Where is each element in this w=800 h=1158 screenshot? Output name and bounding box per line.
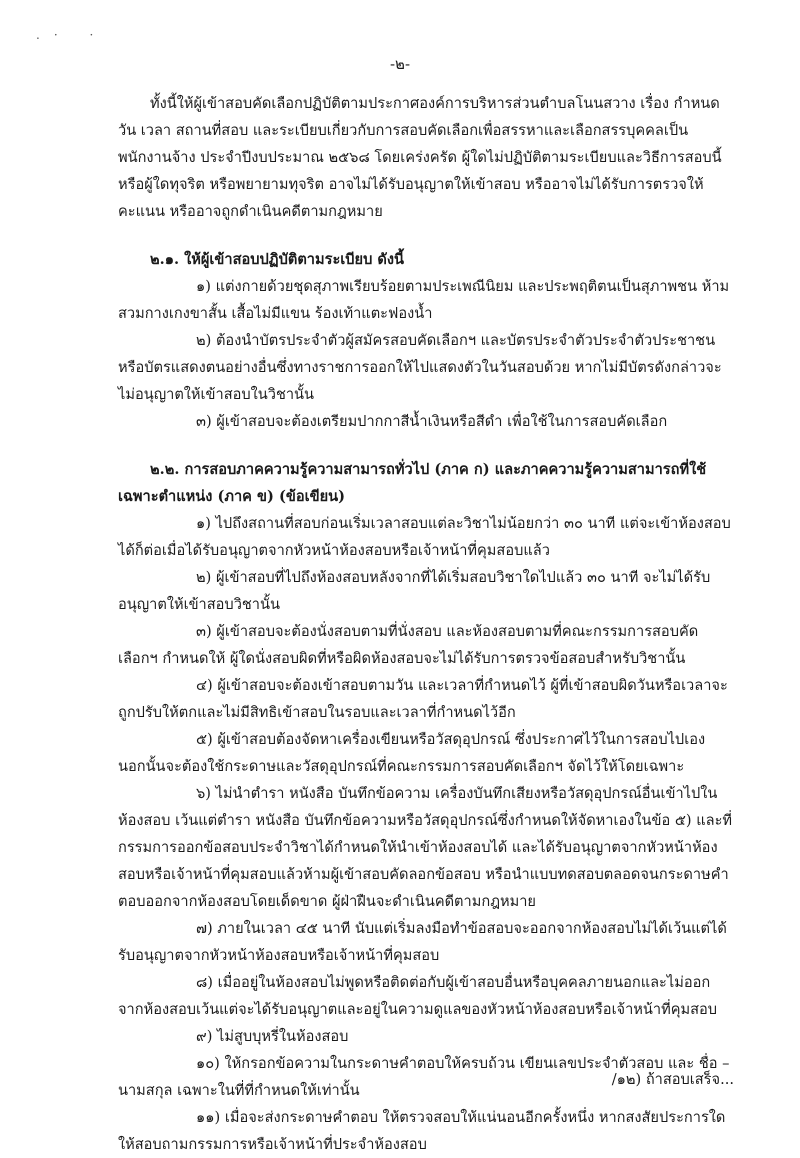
rule-item: ๕) ผู้เข้าสอบต้องจัดหาเครื่องเขียนหรือวัสดุอุปกรณ์ ซึ่งประกาศไว้ในการสอบไปเอง นอกนั้นจะต้องใช้กระดาษและวัสดุอุปกรณ์ที่คณะกรรมการสอบคัดเลือกฯ จัดไว้ให้โดยเฉพาะ	[118, 731, 706, 775]
continuation-note: /๑๒) ถ้าสอบเสร็จ...	[611, 1071, 734, 1088]
rule-item: ๖) ไม่นำตำรา หนังสือ บันทึกข้อความ เครื่องบันทึกเสียงหรือวัสดุอุปกรณ์อื่นเข้าไปในห้องสอบ เว้นแต่ตำรา หนังสือ บันทึกข้อความหรือวัสดุอุปกรณ์ซึ่งกำหนดให้จัดหาเองในข้อ ๕) และที่กรรมการออกข้อสอบประจำวิชาได้กำหนดให้นำเข้าห้องสอบได้ และได้รับอนุญาตจากหัวหน้าห้องสอบหรือเจ้าหน้าที่คุมสอบแล้วห้ามผู้เข้าสอบคัดลอกข้อสอบ หรือนำแบบทดสอบตลอดจนกระดาษคำตอบออกจากห้องสอบโดยเด็ดขาด ผู้ฝ่าฝืนจะดำเนินคดีตามกฎหมาย	[118, 785, 733, 910]
scan-specks: .· ·	[36, 28, 108, 42]
page-number: -๒-	[389, 55, 411, 73]
rule-item: ๒) ต้องนำบัตรประจำตัวผู้สมัครสอบคัดเลือกฯ และบัตรประจำตัวประจำตัวประชาชน หรือบัตรแสดงตนอย่างอื่นซึ่งทางราชการออกให้ไปแสดงตัวในวันสอบด้วย หากไม่มีบัตรดังกล่าวจะไม่อนุญาตให้เข้าสอบในวิชานั้น	[118, 332, 722, 403]
rule-item: ๑) แต่งกายด้วยชุดสุภาพเรียบร้อยตามประเพณีนิยม และประพฤติตนเป็นสุภาพชน ห้ามสวมกางเกงขาสั้น เสื้อไม่มีแขน ร้องเท้าแตะฟองน้ำ	[118, 278, 730, 322]
document-body	[118, 90, 734, 1158]
rule-item: ๒) ผู้เข้าสอบที่ไปถึงห้องสอบหลังจากที่ได้เริ่มสอบวิชาใดไปแล้ว ๓๐ นาที จะไม่ได้รับอนุญาตให้เข้าสอบวิชานั้น	[118, 569, 711, 613]
rule-item: ๑) ไปถึงสถานที่สอบก่อนเริ่มเวลาสอบแต่ละวิชาไม่น้อยกว่า ๓๐ นาที แต่จะเข้าห้องสอบได้ก็ต่อเมื่อได้รับอนุญาตจากหัวหน้าห้องสอบหรือเจ้าหน้าที่คุมสอบแล้ว	[118, 515, 731, 559]
section-heading-2-2: ๒.๒. การสอบภาคความรู้ความสามารถทั่วไป (ภาค ก) และภาคความรู้ความสามารถที่ใช้เฉพาะตำแหน่ง (ภาค ข) (ข้อเขียน)	[118, 461, 707, 505]
rule-item: ๗) ภายในเวลา ๔๕ นาที นับแต่เริ่มลงมือทำข้อสอบจะออกจากห้องสอบไม่ได้เว้นแต่ได้รับอนุญาตจากหัวหน้าห้องสอบหรือเจ้าหน้าที่คุมสอบ	[118, 920, 727, 964]
rule-item: ๓) ผู้เข้าสอบจะต้องเตรียมปากกาสีน้ำเงินหรือสีดำ เพื่อใช้ในการสอบคัดเลือก	[196, 413, 668, 430]
intro-paragraph: ทั้งนี้ให้ผู้เข้าสอบคัดเลือกปฏิบัติตามประกาศองค์การบริหารส่วนตำบลโนนสวาง เรื่อง กำหนดวัน เวลา สถานที่สอบ และระเบียบเกี่ยวกับการสอบคัดเลือกเพื่อสรรหาและเลือกสรรบุคคลเป็นพนักงานจ้าง ประจำปีงบประมาณ ๒๕๖๘ โดยเคร่งครัด ผู้ใดไม่ปฏิบัติตามระเบียบและวิธีการสอบนี้ หรือผู้ใดทุจริต หรือพยายามทุจริต อาจไม่ได้รับอนุญาตให้เข้าสอบ หรืออาจไม่ได้รับการตรวจให้คะแนน หรืออาจถูกดำเนินคดีตามกฎหมาย	[118, 95, 722, 220]
rule-item: ๑๑) เมื่อจะส่งกระดาษคำตอบ ให้ตรวจสอบให้แน่นอนอีกครั้งหนึ่ง หากสงสัยประการใด ให้สอบถามกรรมการหรือเจ้าหน้าที่ประจำห้องสอบ	[118, 1109, 726, 1153]
rule-item: ๑๐) ให้กรอกข้อความในกระดาษคำตอบให้ครบถ้วน เขียนเลขประจำตัวสอบ และ ชื่อ – นามสกุล เฉพาะในที่ที่กำหนดให้เท่านั้น	[118, 1055, 730, 1099]
rule-item: ๙) ไม่สูบบุหรี่ในห้องสอบ	[196, 1028, 349, 1045]
section-heading-2-1: ๒.๑. ให้ผู้เข้าสอบปฏิบัติตามระเบียบ ดังนี้	[150, 251, 405, 268]
rule-item: ๘) เมื่ออยู่ในห้องสอบไม่พูดหรือติดต่อกับผู้เข้าสอบอื่นหรือบุคคลภายนอกและไม่ออกจากห้องสอบเว้นแต่จะได้รับอนุญาตและอยู่ในความดูแลของหัวหน้าห้องสอบหรือเจ้าหน้าที่คุมสอบ	[118, 974, 718, 1018]
rule-item: ๓) ผู้เข้าสอบจะต้องนั่งสอบตามที่นั่งสอบ และห้องสอบตามที่คณะกรรมการสอบคัดเลือกฯ กำหนดให้ ผู้ใดนั่งสอบผิดที่หรือผิดห้องสอบจะไม่ได้รับการตรวจข้อสอบสำหรับวิชานั้น	[118, 623, 699, 667]
rule-item: ๔) ผู้เข้าสอบจะต้องเข้าสอบตามวัน และเวลาที่กำหนดไว้ ผู้ที่เข้าสอบผิดวันหรือเวลาจะถูกปรับให้ตกและไม่มีสิทธิเข้าสอบในรอบและเวลาที่กำหนดไว้อีก	[118, 677, 728, 721]
